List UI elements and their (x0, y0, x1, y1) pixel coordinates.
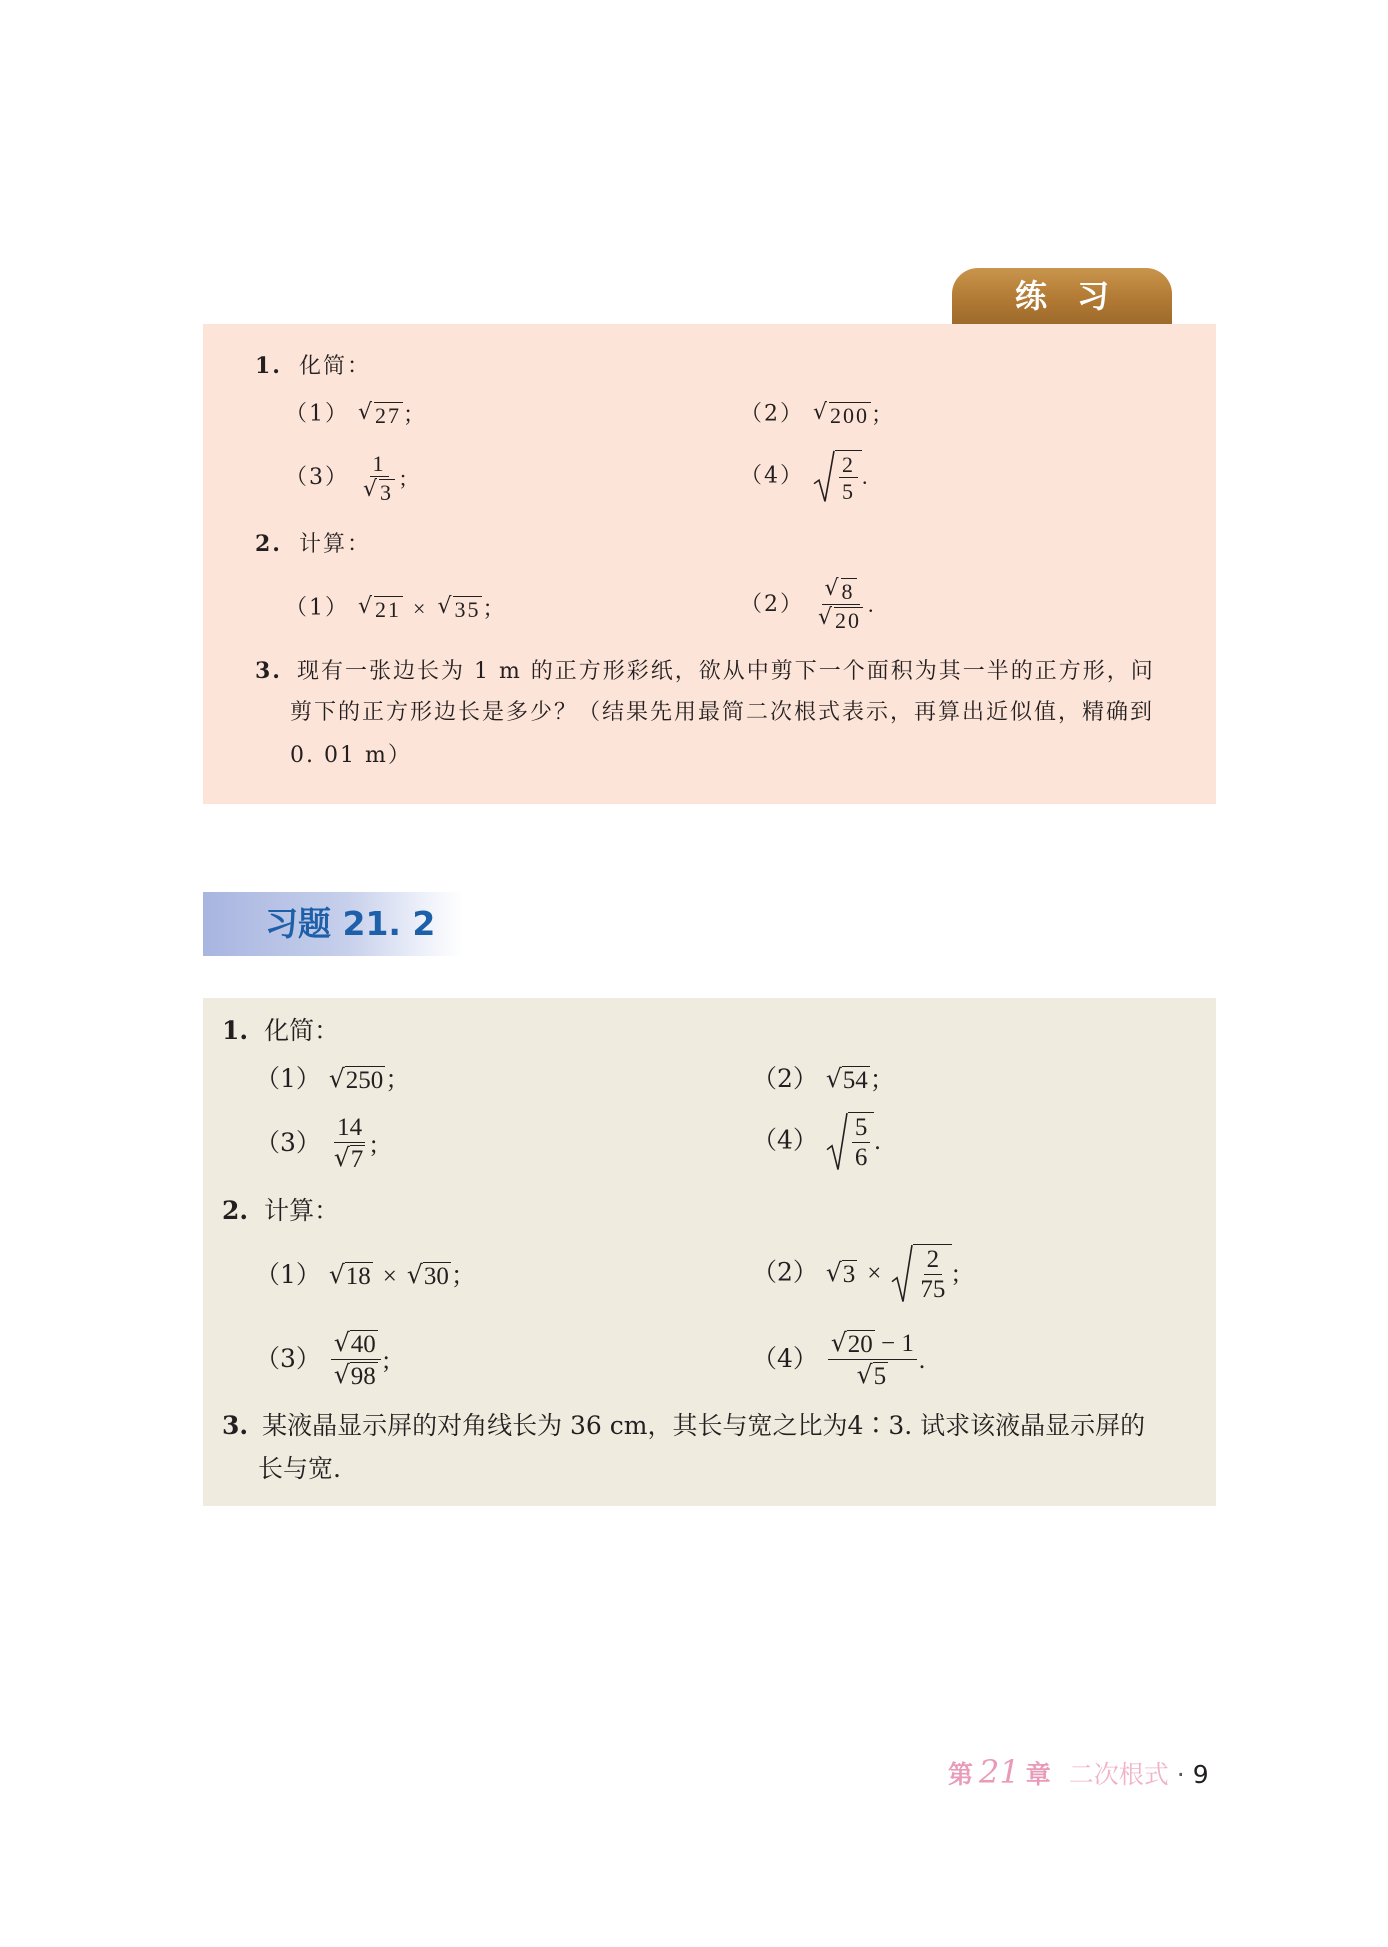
exercise-q1-item4: （4） $\frac{5}{6}$ . (752, 1114, 881, 1172)
practice-q2-item1: （1） √ 21 × √ 35 ； (285, 594, 507, 622)
exercise-q2-item1: （1） √ 18 × √ 30 ； (255, 1260, 476, 1291)
exercise-q2-item4: （4） √ 20 − 1 √ 5 . (752, 1328, 926, 1391)
practice-q2-item2: （2） √ 8 √ 20 . (740, 576, 876, 634)
exercise-q1-heading: 1. 化简： (222, 1016, 340, 1045)
practice-q3-line2: 剪下的正方形边长是多少？（结果先用最简二次根式表示，再算出近似值，精确到 (290, 700, 1155, 725)
exercise-q2-item3: （3） √ 40 √ 98 ; (255, 1328, 390, 1391)
exercise-q1-item1: （1） √ 250 ； (255, 1064, 411, 1095)
practice-q1-item1: （1） √ 27 ； (285, 400, 428, 428)
exercise-q1-item3: （3） 14 √ 7 ; (255, 1114, 378, 1174)
practice-box (203, 324, 1216, 804)
exercise-q3-line2: 长与宽. (258, 1454, 341, 1483)
chapter-number: 21 (979, 1753, 1020, 1791)
practice-tab-label: 练习 (952, 268, 1172, 324)
practice-q3-line3: 0. 01 m） (290, 743, 412, 768)
chapter-prefix: 第 (948, 1760, 974, 1789)
page-number: 9 (1192, 1760, 1209, 1789)
exercise-q2-heading: 2. 计算： (222, 1196, 340, 1225)
practice-q1-item3: （3） 1 √ 3 ; (285, 451, 409, 506)
exercise-q1-item2: （2） √ 54 ； (752, 1064, 895, 1095)
chapter-title: 二次根式 (1068, 1760, 1169, 1789)
footer-separator: · (1176, 1760, 1185, 1789)
practice-q1-item2: （2） √ 200 ； (740, 400, 896, 428)
page-footer (948, 1752, 1209, 1795)
practice-q1-heading: 1. 化简： (255, 353, 371, 379)
practice-q1-item4: （4） $\frac{2}{5}$ . (740, 452, 870, 505)
chapter-suffix: 章 (1025, 1760, 1051, 1789)
exercise-title: 习题 21. 2 (265, 904, 436, 943)
exercise-q2-item2: （2） √ 3 × $\frac{2}{75}$ ; (752, 1246, 960, 1304)
practice-q2-heading: 2. 计算： (255, 531, 371, 557)
practice-q3-line1: 3. 现有一张边长为 1 m 的正方形彩纸，欲从中剪下一个面积为其一半的正方形，问 (255, 658, 1155, 684)
exercise-q3-line1: 3. 某液晶显示屏的对角线长为 36 cm，其长与宽之比为4∶3. 试求该液晶显示屏的 (222, 1411, 1146, 1440)
